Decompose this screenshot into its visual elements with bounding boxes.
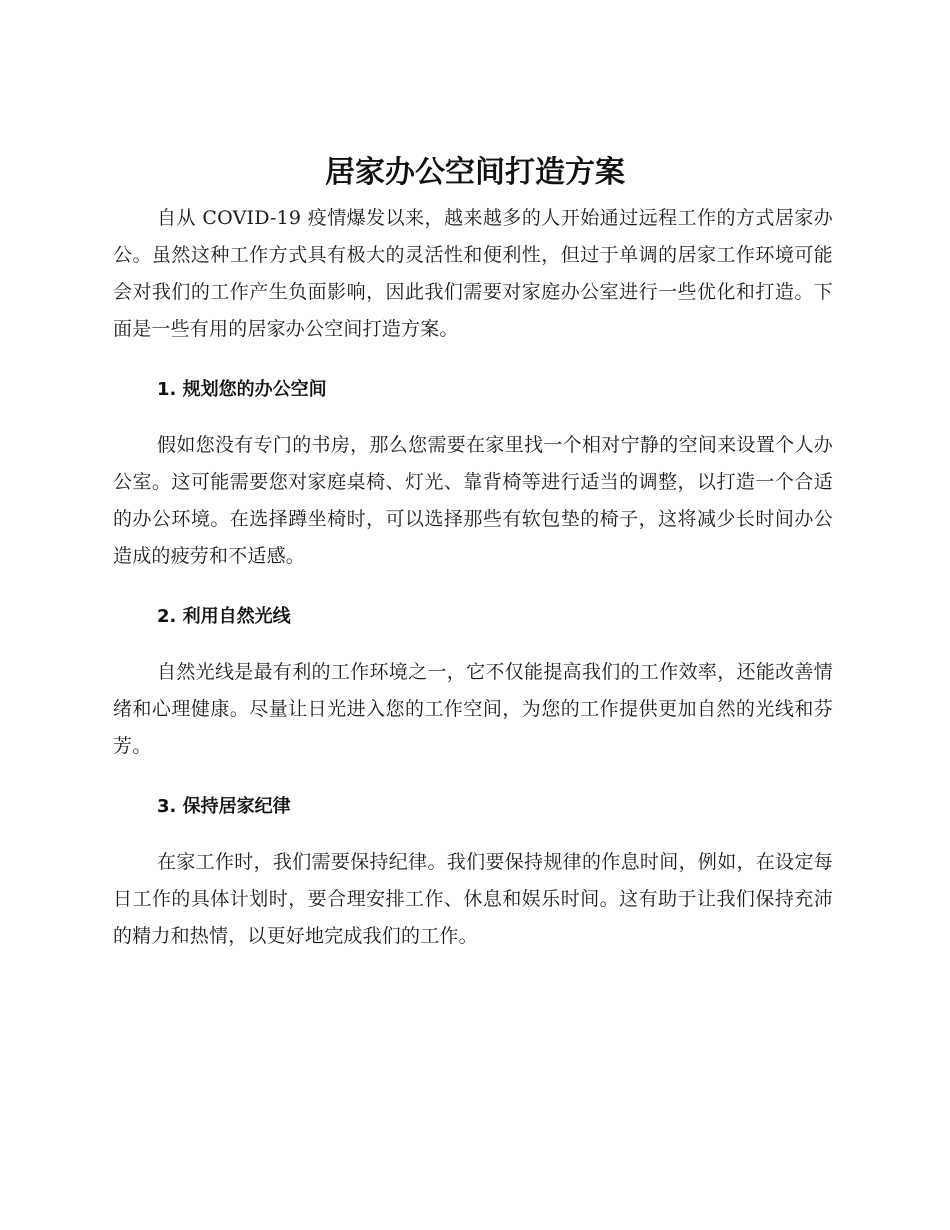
section-heading-1: 1. 规划您的办公空间 [157, 379, 327, 400]
section-body-3: 在家工作时，我们需要保持纪律。我们要保持规律的作息时间，例如，在设定每日工作的具体计划时，要合理安排工作、休息和娱乐时间。这有助于让我们保持充沛的精力和热情，以更好地完成我们的工作。 [113, 851, 833, 947]
document-title: 居家办公空间打造方案 [325, 155, 625, 190]
intro-paragraph: 自从 COVID-19 疫情爆发以来，越来越多的人开始通过远程工作的方式居家办公。虽然这种工作方式具有极大的灵活性和便利性，但过于单调的居家工作环境可能会对我们的工作产生负面影响，因此我们需要对家庭办公室进行一些优化和打造。下面是一些有用的居家办公空间打造方案。 [113, 207, 833, 340]
section-heading-2: 2. 利用自然光线 [157, 606, 291, 627]
document-body [113, 200, 833, 955]
section-body-2: 自然光线是最有利的工作环境之一，它不仅能提高我们的工作效率，还能改善情绪和心理健康。尽量让日光进入您的工作空间，为您的工作提供更加自然的光线和芬芳。 [113, 661, 833, 757]
section-body-1: 假如您没有专门的书房，那么您需要在家里找一个相对宁静的空间来设置个人办公室。这可能需要您对家庭桌椅、灯光、靠背椅等进行适当的调整，以打造一个合适的办公环境。在选择蹲坐椅时，可以选择那些有软包垫的椅子，这将减少长时间办公造成的疲劳和不适感。 [113, 434, 833, 567]
section-heading-3: 3. 保持居家纪律 [157, 796, 291, 817]
